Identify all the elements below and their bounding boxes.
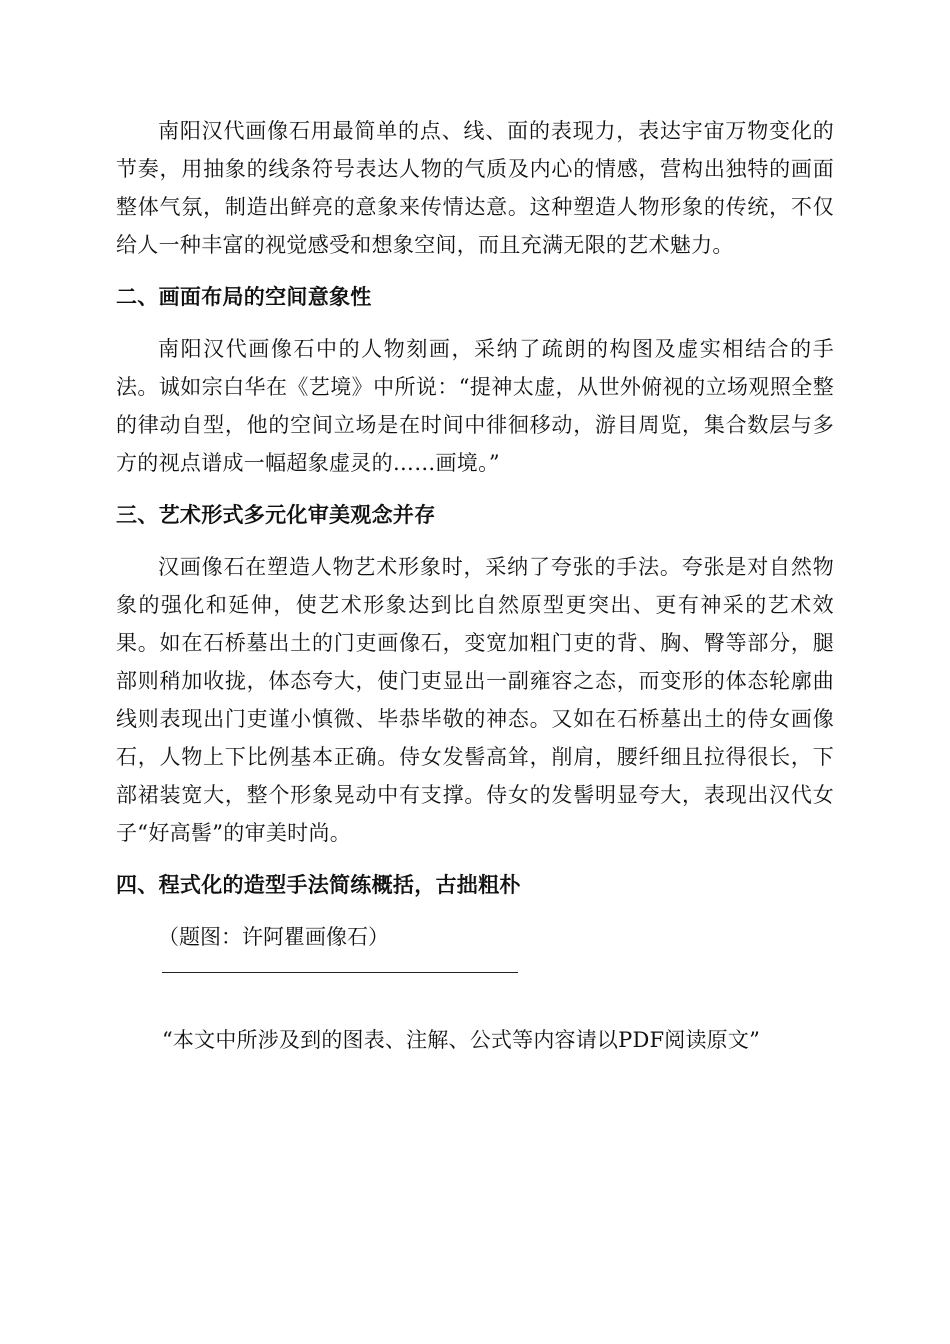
section-heading-4: 四、程式化的造型手法简练概括，古拙粗朴	[116, 873, 521, 897]
divider-line	[162, 972, 518, 973]
intro-paragraph: 南阳汉代画像石用最简单的点、线、面的表现力，表达宇宙万物变化的节奏，用抽象的线条符号表达人物的气质及内心的情感，营构出独特的画面整体气氛，制造出鲜亮的意象来传情达意。这种塑造人物形象的传统，不仅给人一种丰富的视觉感受和想象空间，而且充满无限的艺术魅力。	[116, 119, 834, 257]
section-heading-3: 三、艺术形式多元化审美观念并存	[116, 503, 436, 527]
article-body	[116, 112, 834, 1059]
section-paragraph-3: 汉画像石在塑造人物艺术形象时，采纳了夸张的手法。夸张是对自然物象的强化和延伸，使艺术形象达到比自然原型更突出、更有神采的艺术效果。如在石桥墓出土的门吏画像石，变宽加粗门吏的背、胸、臀等部分，腿部则稍加收拢，体态夸大，使门吏显出一副雍容之态，而变形的体态轮廓曲线则表现出门吏谨小慎微、毕恭毕敬的神态。又如在石桥墓出土的侍女画像石，人物上下比例基本正确。侍女发髻高耸，削肩，腰纤细且拉得很长，下部裙装宽大，整个形象晃动中有支撑。侍女的发髻明显夸大，表现出汉代女子“好高髻”的审美时尚。	[116, 555, 834, 845]
section-paragraph-2: 南阳汉代画像石中的人物刻画，采纳了疏朗的构图及虚实相结合的手法。诚如宗白华在《艺境》中所说：“提神太虚，从世外俯视的立场观照全整的律动自型，他的空间立场是在时间中徘徊移动，游目周览，集合数层与多方的视点谱成一幅超象虚灵的……画境。”	[116, 337, 834, 475]
section-heading-2: 二、画面布局的空间意象性	[116, 285, 372, 309]
figure-caption: （题图：许阿瞿画像石）	[158, 925, 389, 949]
footer-note: “本文中所涉及到的图表、注解、公式等内容请以PDF阅读原文”	[162, 1028, 761, 1052]
